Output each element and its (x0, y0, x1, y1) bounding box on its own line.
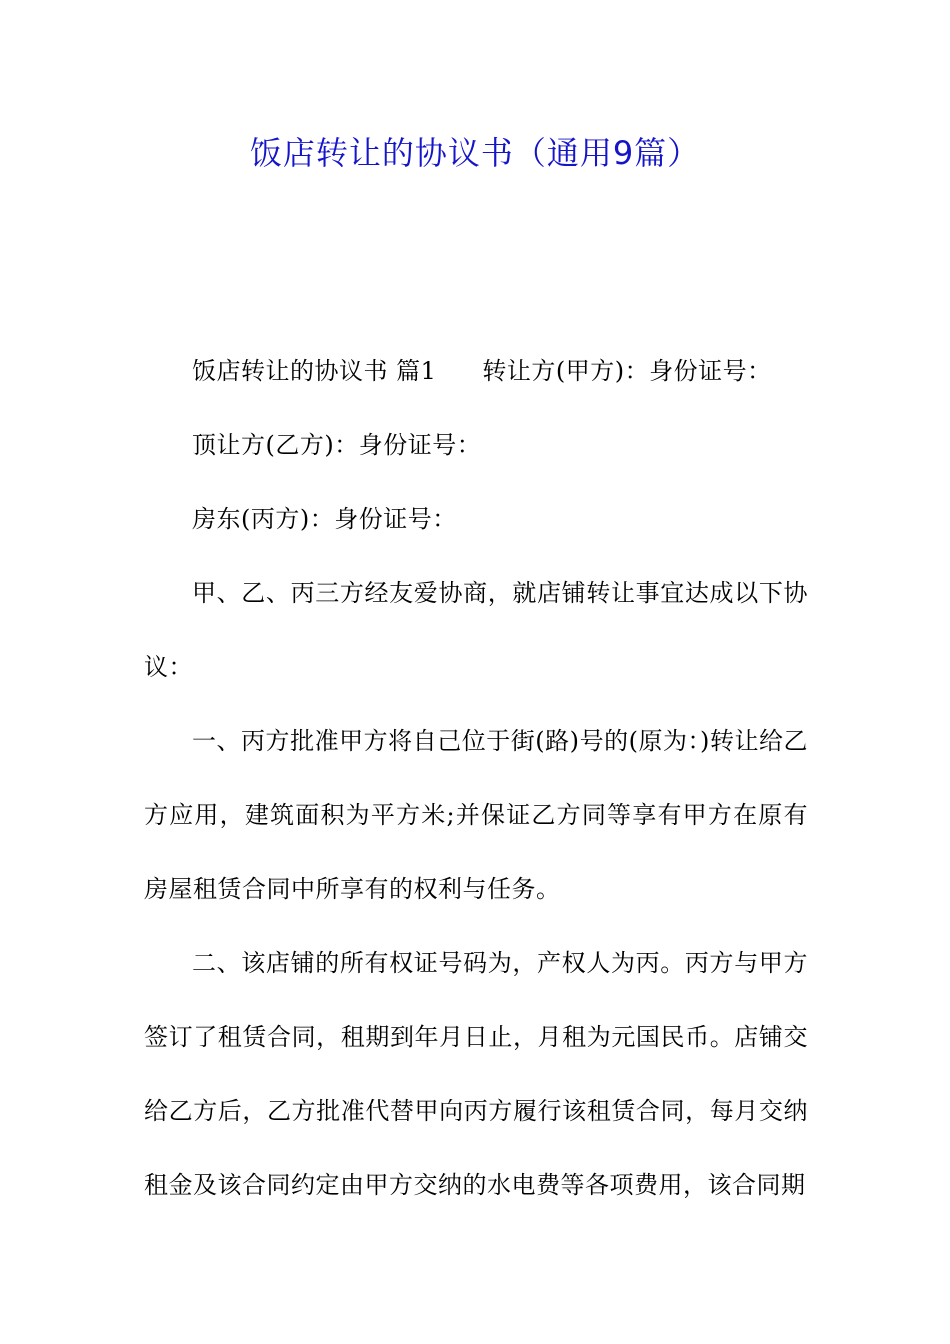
section-heading: 饭店转让的协议书 篇1 (192, 357, 437, 385)
paragraph: 房东(丙方)：身份证号： (192, 505, 457, 533)
paragraph-text: 转让方(甲方)：身份证号： (482, 357, 772, 385)
paragraph: 顶让方(乙方)：身份证号： (192, 431, 482, 459)
paragraph: 甲、乙、丙三方经友爱协商，就店铺转让事宜达成以下协议： (144, 579, 808, 681)
document-body (144, 334, 808, 1222)
paragraph: 一、丙方批准甲方将自己位于街(路)号的(原为：)转让给乙方应用，建筑面积为平方米;并保证乙方同等享有甲方在原有房屋租赁合同中所享有的权利与任务。 (144, 727, 808, 903)
document-title: 饭店转让的协议书（通用9篇） (249, 134, 701, 172)
paragraph: 二、该店铺的所有权证号码为，产权人为丙。丙方与甲方签订了租赁合同，租期到年月日止，月租为元国民币。店铺交给乙方后，乙方批准代替甲向丙方履行该租赁合同，每月交纳租金及该合同约定由甲方交纳的水电费等各项费用，该合同期 (144, 949, 808, 1199)
paragraph-heading-line (144, 334, 808, 408)
